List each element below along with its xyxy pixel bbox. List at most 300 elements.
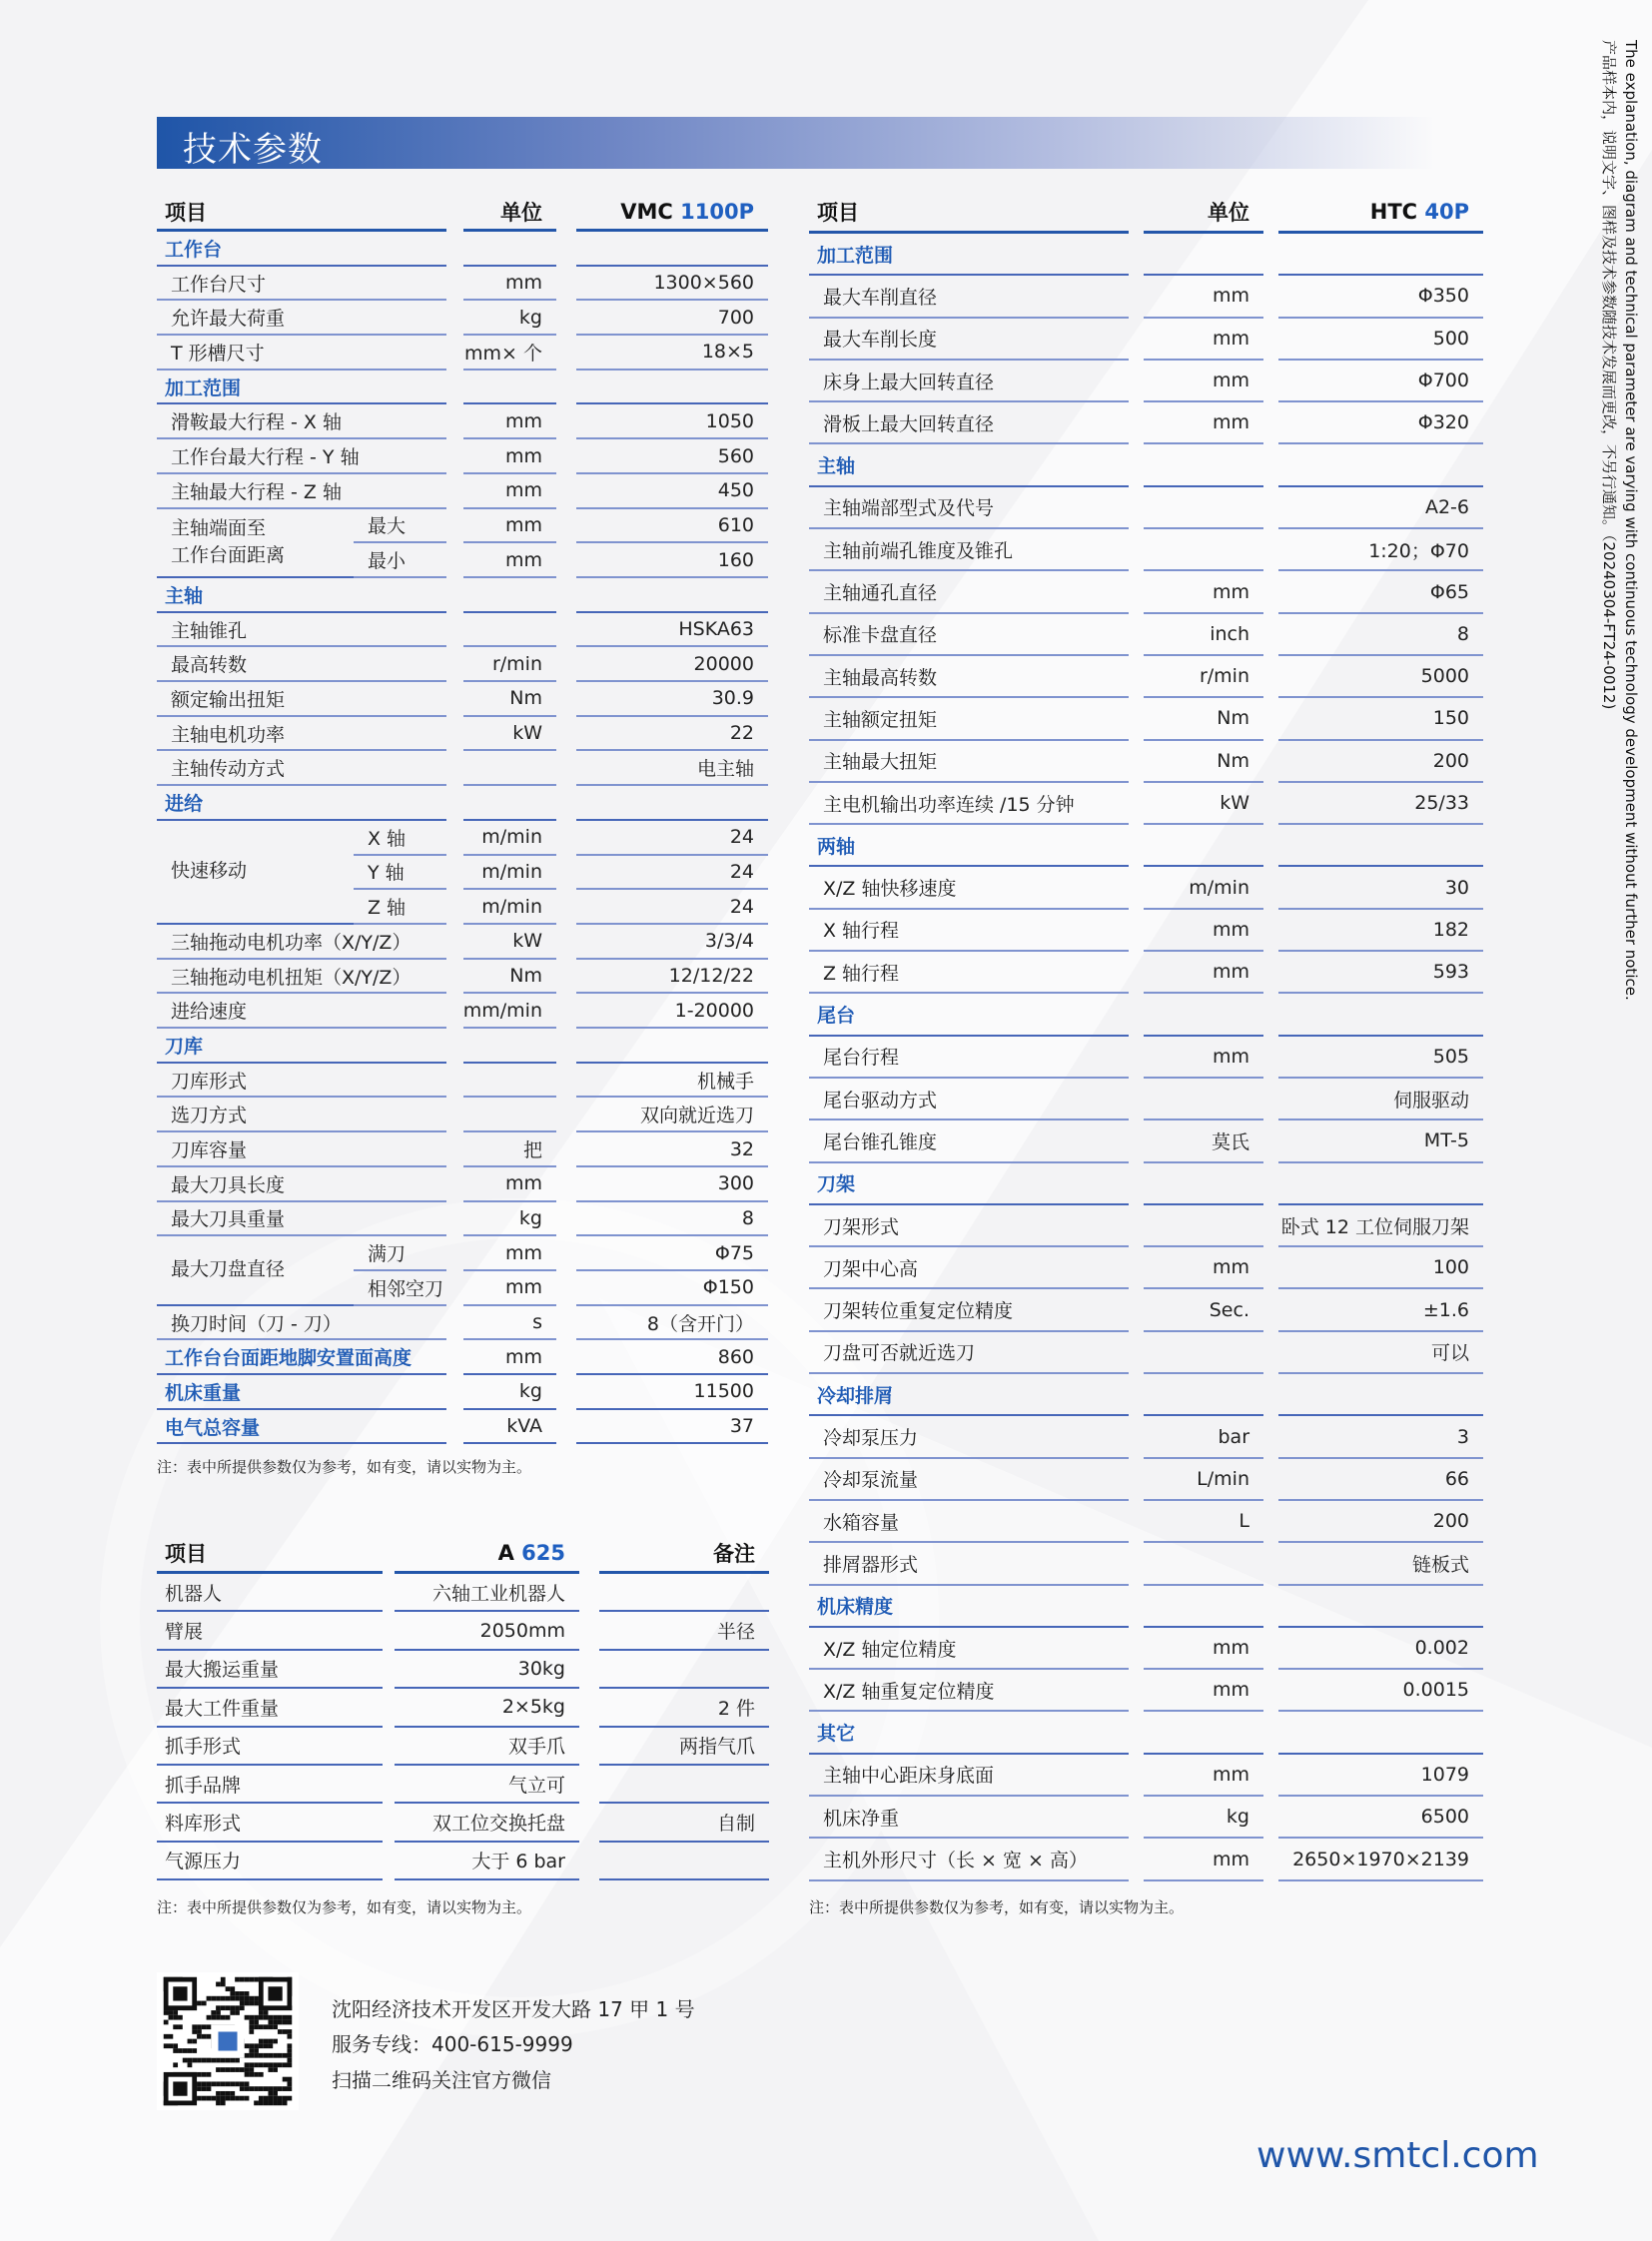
remark-cell xyxy=(599,1843,769,1880)
value-cell-text: 8 xyxy=(1456,622,1469,645)
value-cell xyxy=(1278,1586,1483,1628)
item-label-text: 主轴电机功率 xyxy=(171,723,286,746)
scan-qr-hint: 扫描二维码关注官方微信 xyxy=(332,2068,551,2092)
item-label-text: 气源压力 xyxy=(165,1851,242,1873)
unit-cell-text: inch xyxy=(1210,622,1249,645)
value-cell-text: 150 xyxy=(1432,707,1469,730)
value-cell-text: 2050mm xyxy=(479,1619,565,1642)
group-label-text: 快速移动 xyxy=(171,860,248,883)
value-cell xyxy=(1278,1628,1483,1670)
unit-cell xyxy=(1144,1374,1263,1416)
value-cell-text: ±1.6 xyxy=(1422,1298,1469,1321)
value-cell-text: 860 xyxy=(717,1345,754,1368)
unit-cell xyxy=(1144,656,1263,698)
unit-cell xyxy=(1144,1670,1263,1712)
unit-cell xyxy=(1144,571,1263,613)
unit-cell xyxy=(463,1064,556,1099)
group-label-text: 最大刀盘直径 xyxy=(171,1258,286,1281)
item-label xyxy=(809,698,1129,740)
value-cell-text: 24 xyxy=(729,826,754,849)
sub-label-text: 最小 xyxy=(368,550,407,573)
unit-cell xyxy=(463,925,556,960)
item-label-text: 最大刀具重量 xyxy=(171,1208,286,1231)
value-cell xyxy=(1278,994,1483,1036)
unit-cell-text: m/min xyxy=(481,826,542,849)
value-cell-text: 18×5 xyxy=(701,341,754,364)
value-cell xyxy=(1278,1416,1483,1458)
item-label-text: 进给速度 xyxy=(171,1001,248,1024)
value-cell-text: 双手爪 xyxy=(507,1736,565,1759)
model-number: 40P xyxy=(1424,199,1469,224)
value-cell-text: 32 xyxy=(729,1137,754,1160)
service-hotline: 服务专线：400-615-9999 xyxy=(332,2032,573,2056)
group-label xyxy=(157,821,354,925)
value-cell-text: 593 xyxy=(1432,961,1469,984)
item-label-text: 主轴传动方式 xyxy=(171,758,286,781)
wechat-qr-code xyxy=(157,1972,299,2110)
unit-cell-text: mm xyxy=(504,1345,542,1368)
sub-label xyxy=(354,821,446,856)
item-label xyxy=(809,319,1129,361)
item-label xyxy=(809,1332,1129,1374)
unit-cell xyxy=(1144,910,1263,952)
unit-cell-text: kg xyxy=(518,1380,542,1403)
item-label-text: 冷却泵流量 xyxy=(823,1469,919,1492)
item-label-text: 主轴中心距床身底面 xyxy=(823,1765,995,1788)
unit-cell-text: mm xyxy=(504,479,542,502)
value-cell xyxy=(1278,1374,1483,1416)
value-cell xyxy=(576,960,768,995)
header-model xyxy=(1278,192,1483,234)
unit-cell-text: kg xyxy=(1226,1806,1249,1829)
unit-cell xyxy=(463,786,556,821)
value-cell xyxy=(576,613,768,648)
value-cell xyxy=(1278,741,1483,783)
unit-cell-text: bar xyxy=(1218,1425,1249,1448)
section-heading-text: 进给 xyxy=(165,793,204,816)
unit-cell xyxy=(463,890,556,925)
unit-cell xyxy=(463,752,556,787)
value-cell-text: 3 xyxy=(1456,1425,1469,1448)
unit-cell-text: mm xyxy=(1212,327,1249,350)
item-label xyxy=(157,301,446,336)
unit-cell-text: mm/min xyxy=(462,999,542,1022)
header-remark-text: 备注 xyxy=(713,1542,755,1566)
value-cell-text: 0.002 xyxy=(1414,1637,1469,1660)
sub-label-text: 最大 xyxy=(368,515,407,538)
item-label-text: 主轴最大行程 - Z 轴 xyxy=(171,480,342,503)
value-cell-text: 0.0015 xyxy=(1402,1679,1469,1702)
unit-cell-text: mm xyxy=(1212,1256,1249,1279)
unit-cell xyxy=(1144,1459,1263,1501)
item-label-text: 主轴通孔直径 xyxy=(823,582,938,605)
section-heading-text: 机床精度 xyxy=(817,1596,894,1619)
value-cell xyxy=(1278,783,1483,825)
item-label-text: 工作台最大行程 - Y 轴 xyxy=(171,446,360,469)
item-label xyxy=(157,1728,383,1766)
item-label-text: 刀盘可否就近选刀 xyxy=(823,1342,976,1365)
item-label xyxy=(157,717,446,752)
unit-cell-text: m/min xyxy=(481,860,542,883)
unit-cell xyxy=(1144,783,1263,825)
unit-cell xyxy=(463,1202,556,1237)
item-label-text: 最高转数 xyxy=(171,654,248,677)
item-label-text: 主机外形尺寸（长 × 宽 × 高） xyxy=(823,1850,1088,1872)
unit-cell-text: L/min xyxy=(1197,1467,1249,1490)
value-cell-text: 1079 xyxy=(1420,1763,1469,1786)
item-label-text: 最大刀具长度 xyxy=(171,1173,286,1196)
unit-cell xyxy=(463,1029,556,1064)
value-cell-text: 500 xyxy=(1432,327,1469,350)
value-cell-text: 大于 6 bar xyxy=(471,1851,565,1873)
value-cell-text: 气立可 xyxy=(507,1774,565,1797)
group-label-text: 主轴端面至 工作台面距离 xyxy=(171,516,286,567)
unit-cell-text: r/min xyxy=(491,652,542,675)
section-heading xyxy=(809,234,1129,276)
value-cell xyxy=(1278,1247,1483,1289)
header-item xyxy=(157,1535,383,1574)
side-notice-cn: 产品样本内，说明文字、图样及技术参数随技术发展而更改，不另行通知。（20240304-FT24-0012) xyxy=(1600,40,1618,710)
sub-label xyxy=(354,890,446,925)
value-cell-text: 3/3/4 xyxy=(704,930,754,953)
section-heading xyxy=(809,825,1129,867)
unit-cell xyxy=(463,1375,556,1410)
value-cell xyxy=(576,994,768,1029)
item-label xyxy=(809,529,1129,571)
item-label xyxy=(809,1416,1129,1458)
value-cell-text: MT-5 xyxy=(1423,1129,1469,1152)
section-heading xyxy=(157,371,446,405)
value-cell-text: Φ75 xyxy=(714,1241,754,1264)
item-label xyxy=(157,613,446,648)
remark-cell-text: 两指气爪 xyxy=(678,1736,755,1759)
item-label xyxy=(809,402,1129,444)
unit-cell xyxy=(1144,1501,1263,1543)
item-label-text: T 形槽尺寸 xyxy=(171,342,265,365)
item-label xyxy=(157,1651,383,1689)
unit-cell xyxy=(1144,1247,1263,1289)
value-cell xyxy=(1278,910,1483,952)
value-cell-text: 1300×560 xyxy=(653,272,754,295)
value-cell-text: 37 xyxy=(729,1415,754,1438)
side-notice xyxy=(1588,40,1648,1001)
sub-label-text: 满刀 xyxy=(368,1243,407,1266)
value-cell xyxy=(1278,1120,1483,1162)
unit-cell-text: mm xyxy=(1212,370,1249,392)
item-label-text: 最大工件重量 xyxy=(165,1697,280,1720)
value-cell-text: 1-20000 xyxy=(674,999,754,1022)
group-label xyxy=(157,509,354,578)
item-label xyxy=(809,1839,1129,1880)
section-heading xyxy=(157,1029,446,1064)
unit-cell xyxy=(463,717,556,752)
value-cell xyxy=(1278,1713,1483,1755)
header-item-text: 项目 xyxy=(165,1542,207,1566)
unit-cell xyxy=(463,856,556,891)
value-cell-text: 2×5kg xyxy=(501,1696,565,1719)
value-cell-text: Φ150 xyxy=(702,1276,754,1299)
item-label-text: 抓手品牌 xyxy=(165,1774,242,1797)
item-label-text: Z 轴行程 xyxy=(823,962,900,985)
value-cell xyxy=(576,543,768,578)
sub-label-text: 相邻空刀 xyxy=(368,1277,444,1300)
value-cell xyxy=(1278,1290,1483,1332)
unit-cell-text: mm xyxy=(1212,580,1249,603)
unit-cell xyxy=(463,1167,556,1202)
item-label xyxy=(157,439,446,474)
unit-cell xyxy=(463,301,556,336)
remark-cell xyxy=(599,1689,769,1727)
item-label xyxy=(157,1612,383,1650)
unit-cell xyxy=(1144,276,1263,318)
unit-cell-text: Nm xyxy=(1217,749,1249,772)
unit-cell xyxy=(463,647,556,682)
item-label-text: 刀架形式 xyxy=(823,1215,900,1238)
value-cell xyxy=(576,1410,768,1445)
unit-cell-text: mm xyxy=(1212,1679,1249,1702)
value-cell-text: Φ320 xyxy=(1417,411,1469,434)
value-cell xyxy=(576,1064,768,1099)
section-heading xyxy=(809,1713,1129,1755)
header-unit xyxy=(1144,192,1263,234)
item-label xyxy=(809,1459,1129,1501)
section-heading-text: 电气总容量 xyxy=(165,1416,261,1439)
unit-cell-text: Sec. xyxy=(1209,1298,1249,1321)
value-cell-text: 24 xyxy=(729,860,754,883)
unit-cell-text: mm xyxy=(504,272,542,295)
item-label-text: 料库形式 xyxy=(165,1813,242,1836)
item-label xyxy=(809,1628,1129,1670)
item-label xyxy=(809,1037,1129,1079)
unit-cell xyxy=(1144,487,1263,529)
header-item xyxy=(157,195,446,232)
htc-note: 注：表中所提供参数仅为参考，如有变，请以实物为主。 xyxy=(809,1898,1185,1916)
item-label xyxy=(157,1574,383,1612)
value-cell xyxy=(576,856,768,891)
unit-cell xyxy=(463,543,556,578)
value-cell-text: 可以 xyxy=(1430,1342,1469,1365)
item-label xyxy=(157,1766,383,1804)
value-cell xyxy=(1278,952,1483,994)
section-title-bar xyxy=(157,117,1435,169)
value-cell-text: 160 xyxy=(717,548,754,571)
unit-cell-text: 莫氏 xyxy=(1211,1130,1249,1153)
unit-cell-text: kg xyxy=(518,1206,542,1229)
robot-note: 注：表中所提供参数仅为参考，如有变，请以实物为主。 xyxy=(157,1898,532,1916)
unit-cell xyxy=(1144,1205,1263,1247)
model-prefix: VMC xyxy=(620,200,681,224)
unit-cell-text: mm xyxy=(1212,1763,1249,1786)
header-model xyxy=(395,1535,579,1574)
value-cell xyxy=(1278,868,1483,910)
unit-cell-text: mm xyxy=(504,1172,542,1195)
unit-cell-text: mm xyxy=(1212,285,1249,308)
item-label xyxy=(809,276,1129,318)
item-label-text: X/Z 轴快移速度 xyxy=(823,878,957,901)
unit-cell xyxy=(1144,614,1263,656)
model-prefix: A xyxy=(497,1541,522,1565)
unit-cell xyxy=(463,578,556,613)
sub-label-text: Z 轴 xyxy=(368,897,407,920)
unit-cell-text: Nm xyxy=(509,965,542,988)
unit-cell-text: s xyxy=(532,1311,542,1334)
item-label xyxy=(809,783,1129,825)
item-label xyxy=(809,910,1129,952)
unit-cell-text: mm xyxy=(1212,411,1249,434)
unit-cell xyxy=(463,960,556,995)
value-cell xyxy=(576,1099,768,1133)
unit-cell xyxy=(1144,1628,1263,1670)
item-label xyxy=(809,741,1129,783)
item-label xyxy=(809,1501,1129,1543)
value-cell xyxy=(1278,1755,1483,1797)
item-label-text: 尾台行程 xyxy=(823,1047,900,1070)
value-cell xyxy=(395,1766,579,1804)
value-cell xyxy=(576,1271,768,1306)
value-cell xyxy=(576,301,768,336)
value-cell-text: 卧式 12 工位伺服刀架 xyxy=(1280,1215,1469,1238)
unit-cell-text: kW xyxy=(512,722,542,745)
sub-label xyxy=(354,1236,446,1271)
unit-cell xyxy=(463,1132,556,1167)
item-label xyxy=(809,1755,1129,1797)
unit-cell-text: L xyxy=(1239,1510,1249,1533)
value-cell xyxy=(1278,1205,1483,1247)
item-label xyxy=(157,1804,383,1842)
item-label xyxy=(157,1167,446,1202)
item-label-text: 主轴额定扭矩 xyxy=(823,708,938,731)
value-cell xyxy=(576,509,768,544)
value-cell xyxy=(576,1029,768,1064)
item-label-text: 主轴最大扭矩 xyxy=(823,751,938,774)
unit-cell xyxy=(1144,529,1263,571)
value-cell-text: 505 xyxy=(1432,1045,1469,1068)
section-heading-text: 加工范围 xyxy=(817,244,894,267)
value-cell-text: 300 xyxy=(717,1172,754,1195)
value-cell xyxy=(1278,1839,1483,1880)
item-label-text: 刀库形式 xyxy=(171,1070,248,1093)
value-cell-text: 机械手 xyxy=(696,1070,754,1093)
website-link[interactable]: www.smtcl.com xyxy=(1256,2135,1539,2176)
value-cell xyxy=(576,474,768,509)
header-unit xyxy=(463,195,556,232)
item-label-text: 最大车削直径 xyxy=(823,286,938,309)
item-label-text: 滑鞍最大行程 - X 轴 xyxy=(171,411,342,434)
value-cell-text: 双工位交换托盘 xyxy=(431,1813,565,1836)
unit-cell-text: mm× 个 xyxy=(464,342,542,365)
value-cell-text: 200 xyxy=(1432,749,1469,772)
remark-cell-text: 半径 xyxy=(716,1621,755,1644)
item-label-text: 主轴最高转数 xyxy=(823,666,938,689)
value-cell xyxy=(1278,656,1483,698)
item-label-text: 滑板上最大回转直径 xyxy=(823,412,995,435)
value-cell xyxy=(395,1689,579,1727)
item-label-text: X 轴行程 xyxy=(823,920,900,943)
value-cell xyxy=(576,371,768,405)
unit-cell xyxy=(1144,1543,1263,1585)
item-label xyxy=(809,1120,1129,1162)
section-heading xyxy=(157,1375,446,1410)
unit-cell xyxy=(1144,868,1263,910)
item-label-text: 主轴锥孔 xyxy=(171,619,248,642)
section-heading-text: 冷却排屑 xyxy=(817,1384,894,1407)
section-heading xyxy=(157,232,446,267)
item-label-text: X/Z 轴重复定位精度 xyxy=(823,1680,995,1703)
item-label-text: 机床净重 xyxy=(823,1807,900,1830)
item-label xyxy=(157,752,446,787)
item-label-text: 尾台锥孔锥度 xyxy=(823,1130,938,1153)
item-label xyxy=(157,925,446,960)
section-heading xyxy=(809,1163,1129,1205)
value-cell xyxy=(395,1728,579,1766)
value-cell-text: 8（含开门） xyxy=(646,1312,754,1335)
item-label-text: 三轴拖动电机扭矩（X/Y/Z） xyxy=(171,966,412,989)
item-label xyxy=(809,571,1129,613)
item-label-text: 选刀方式 xyxy=(171,1105,248,1127)
value-cell-text: 5000 xyxy=(1420,665,1469,688)
value-cell-text: 100 xyxy=(1432,1256,1469,1279)
item-label-text: 工作台尺寸 xyxy=(171,273,267,296)
item-label xyxy=(157,1306,446,1341)
value-cell xyxy=(1278,1501,1483,1543)
value-cell xyxy=(1278,234,1483,276)
value-cell-text: 链板式 xyxy=(1411,1553,1469,1576)
value-cell xyxy=(1278,1079,1483,1120)
model-number: 625 xyxy=(521,1541,565,1565)
header-item-text: 项目 xyxy=(165,201,207,225)
unit-cell xyxy=(463,1236,556,1271)
unit-cell-text: kg xyxy=(518,306,542,329)
unit-cell-text: kVA xyxy=(506,1415,542,1438)
section-heading-text: 主轴 xyxy=(817,455,856,478)
section-heading xyxy=(809,1374,1129,1416)
item-label xyxy=(809,487,1129,529)
value-cell xyxy=(576,336,768,371)
item-label-text: 刀库容量 xyxy=(171,1139,248,1162)
value-cell xyxy=(1278,1670,1483,1712)
value-cell-text: 66 xyxy=(1444,1467,1469,1490)
unit-cell-text: 把 xyxy=(522,1139,542,1162)
value-cell xyxy=(1278,1163,1483,1205)
remark-cell xyxy=(599,1804,769,1842)
item-label xyxy=(809,1670,1129,1712)
item-label-text: 最大搬运重量 xyxy=(165,1659,280,1682)
section-heading xyxy=(157,1410,446,1445)
item-label xyxy=(157,1689,383,1727)
value-cell xyxy=(576,267,768,302)
unit-cell-text: mm xyxy=(504,1241,542,1264)
unit-cell-text: mm xyxy=(1212,918,1249,941)
unit-cell xyxy=(1144,741,1263,783)
unit-cell-text: m/min xyxy=(1189,876,1249,899)
side-notice-en: The explanation, diagram and technical parameter are varying with continuous technology development without further notice. xyxy=(1622,40,1640,1001)
value-cell xyxy=(395,1843,579,1880)
value-cell xyxy=(1278,1797,1483,1839)
unit-cell xyxy=(1144,1797,1263,1839)
value-cell xyxy=(576,578,768,613)
unit-cell xyxy=(1144,1290,1263,1332)
vmc-note: 注：表中所提供参数仅为参考，如有变，请以实物为主。 xyxy=(157,1458,532,1476)
value-cell xyxy=(1278,614,1483,656)
unit-cell xyxy=(463,232,556,267)
remark-cell-text: 2 件 xyxy=(717,1697,755,1720)
group-label xyxy=(157,1236,354,1305)
value-cell xyxy=(576,1375,768,1410)
unit-cell xyxy=(1144,952,1263,994)
item-label xyxy=(157,1064,446,1099)
sub-label xyxy=(354,543,446,578)
value-cell-text: 伺服驱动 xyxy=(1392,1089,1469,1112)
